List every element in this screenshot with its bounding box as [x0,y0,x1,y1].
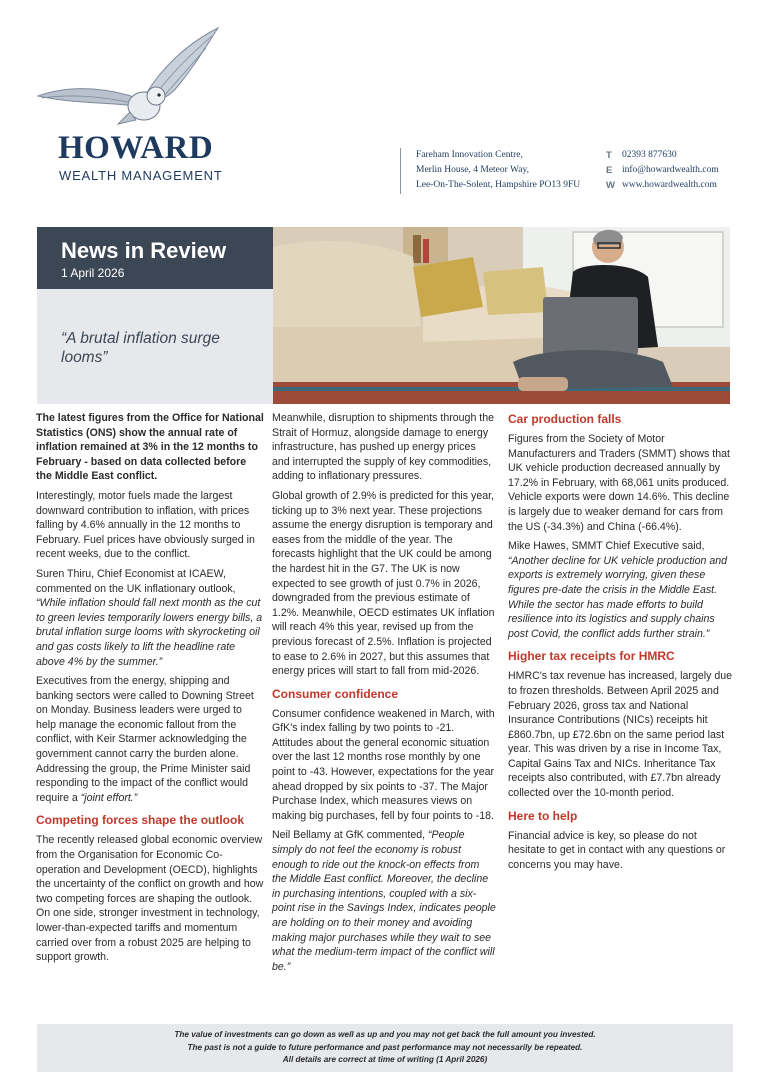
phone-key: T [606,150,612,161]
section-heading: Competing forces shape the outlook [36,813,245,828]
section-heading: Higher tax receipts for HMRC [508,649,675,664]
paragraph-text: Executives from the energy, shipping and banking sectors were called to Downing Street on Monday. Business leaders were urged to help manage the economic fallout from the conflict, with Keir Starmer acknowledging the government cannot carry the burden alone. Addressing the group, the Prime Minister said responding to the impact of the conflict would require a [36,675,254,804]
paragraph: HMRC's tax revenue has increased, largely due to frozen thresholds. Between April 2025 and February 2026, gross tax and National Insurance Contributions (NICs) receipts hit £860.7bn, up £72.6bn on the same period last year. This was driven by a rise in Income Tax, Capital Gains Tax and NICs. Inheritance Tax receipts also contributed, with £7.7bn already collected over the 10-month period. [508,670,733,800]
brand-name: HOWARD [58,130,214,166]
email-link[interactable]: info@howardwealth.com [622,165,719,175]
section-heading: Here to help [508,808,578,823]
disclaimer-line: The value of investments can go down as well as up and you may not get back the full amount you invested. [174,1030,596,1039]
paragraph: Interestingly, motor fuels made the largest downward contribution to inflation, with prices falling by 4.6% annually in the 12 months to February. Fuel prices have obviously surged in recent weeks, due to the conflict. [36,489,255,561]
address-line: Merlin House, 4 Meteor Way, [416,165,529,175]
phone-number[interactable]: 02393 877630 [622,150,677,160]
quote-text: “People simply do not feel the economy is robust enough to ride out the knock-on effects from the Middle East conflict. Moreover, the decline in purchasing intentions, coupled with a six-point rise in the Savings Index, indicates people are holding on to their money and avoiding making major purchases while they wait to see what the medium-term impact of the conflict will be.” [272,829,496,973]
section-heading: Car production falls [508,412,622,426]
quote-intro: Suren Thiru, Chief Economist at ICAEW, commented on the UK inflationary outlook, [36,567,236,595]
quote-intro: Mike Hawes, SMMT Chief Executive said, [508,540,705,553]
quote-text: “While inflation should fall next month as the cut to green levies temporarily lowers energy bills, a brutal inflation surge looms with skyrocketing oil and gas costs likely to lift the headline rate above 4% by the summer.” [36,597,263,668]
paragraph: Meanwhile, disruption to shipments through the Strait of Hormuz, alongside damage to energy infrastructure, has pushed up energy prices and interrupted the supply of key commodities, adding to inflationary pressures. [272,412,495,483]
paragraph [508,539,734,641]
paragraph: The recently released global economic overview from the Organisation for Economic Co-operation and Development (OECD), highlights the uncertainty of the conflict on growth and how two competing forces are shaping the outlook. On one side, stronger investment in technology, lower-than-expected tariffs and momentum carried over from a robust 2025 are helping to support growth. [36,834,264,964]
quote-intro: Neil Bellamy at GfK commented, [272,829,426,842]
address-block [400,148,580,194]
web-row [606,178,719,193]
disclaimer-footer [37,1024,733,1072]
article-column-1 [36,411,264,970]
paragraph [36,674,264,805]
email-row [606,163,719,178]
man-with-laptop-photo [273,227,730,404]
article-column-2 [272,411,496,979]
page-title: News in Review [61,238,227,263]
disclaimer-line: The past is not a guide to future performance and past performance may not necessarily be repeated. [187,1042,583,1052]
website-link[interactable]: www.howardwealth.com [622,180,717,190]
brand-logo [36,24,236,189]
paragraph: Global growth of 2.9% is predicted for this year, ticking up to 3% next year. These projections assume the energy disruption is temporary and eases from the middle of the year. The forecasts highlight that the UK could be among the hardest hit in the G7. The UK is now expected to see growth of just 0.7% in 2026, downgraded from the previous estimate of 1.2%. Meanwhile, OECD estimates UK inflation will reach 4% this year, revised up from the previous forecast of 2.5%. Inflation is projected to ease to 2.6% in 2027, but this assumes that energy prices will start to fall from mid-2026. [272,489,495,678]
contact-block [606,148,719,193]
lead-paragraph: The latest figures from the Office for National Statistics (ONS) show the annual rate of inflation remained at 3% in the 12 months to February - based on data collected before the Middle East conflict. [36,412,264,483]
email-key: E [606,165,613,176]
web-key: W [606,180,615,191]
paragraph [36,567,264,669]
paragraph: Figures from the Society of Motor Manufacturers and Traders (SMMT) shows that UK vehicle production decreased annually by 17.2% in February, with 68,061 units produced. Vehicle exports were down 14.6%. This decline is largely due to weaker demand for cars from the US (-34.3%) and China (-66.4%). [508,433,730,533]
issue-date: 1 April 2026 [61,266,125,280]
phone-row [606,148,719,163]
article-column-3 [508,411,734,877]
brand-tagline: WEALTH MANAGEMENT [59,168,223,183]
disclaimer-line: All details are correct at time of writing (1 April 2026) [282,1055,488,1064]
section-heading: Consumer confidence [272,686,399,701]
quote-text: “Another decline for UK vehicle production and exports is extremely worrying, given these figures pre-date the crisis in the Middle East. While the sector has made efforts to build resilience into its logistics and supply chains post Covid, the conflict adds further strain.” [508,554,728,640]
title-banner [37,227,273,289]
pull-quote: “A brutal inflation surge looms” [61,330,220,366]
paragraph: Financial advice is key, so please do not hesitate to get in contact with any questions or concerns you may have. [508,829,726,871]
owl-logo-icon [36,24,226,134]
address-line: Lee-On-The-Solent, Hampshire PO13 9FU [416,180,581,190]
header-photo [273,227,730,404]
address-line: Fareham Innovation Centre, [416,150,523,160]
paragraph: Consumer confidence weakened in March, with GfK's index falling by two points to -21. Attitudes about the general economic situation over the last 12 months rose monthly by one point to -43. However, expectations for the year ahead dropped by six points to -37. The Major Purchase Index, which measures views on making big purchases, fell by four points to -18. [272,707,495,822]
pull-quote-box [37,289,273,404]
quote-text: “joint effort.” [80,791,138,804]
paragraph [272,828,496,974]
